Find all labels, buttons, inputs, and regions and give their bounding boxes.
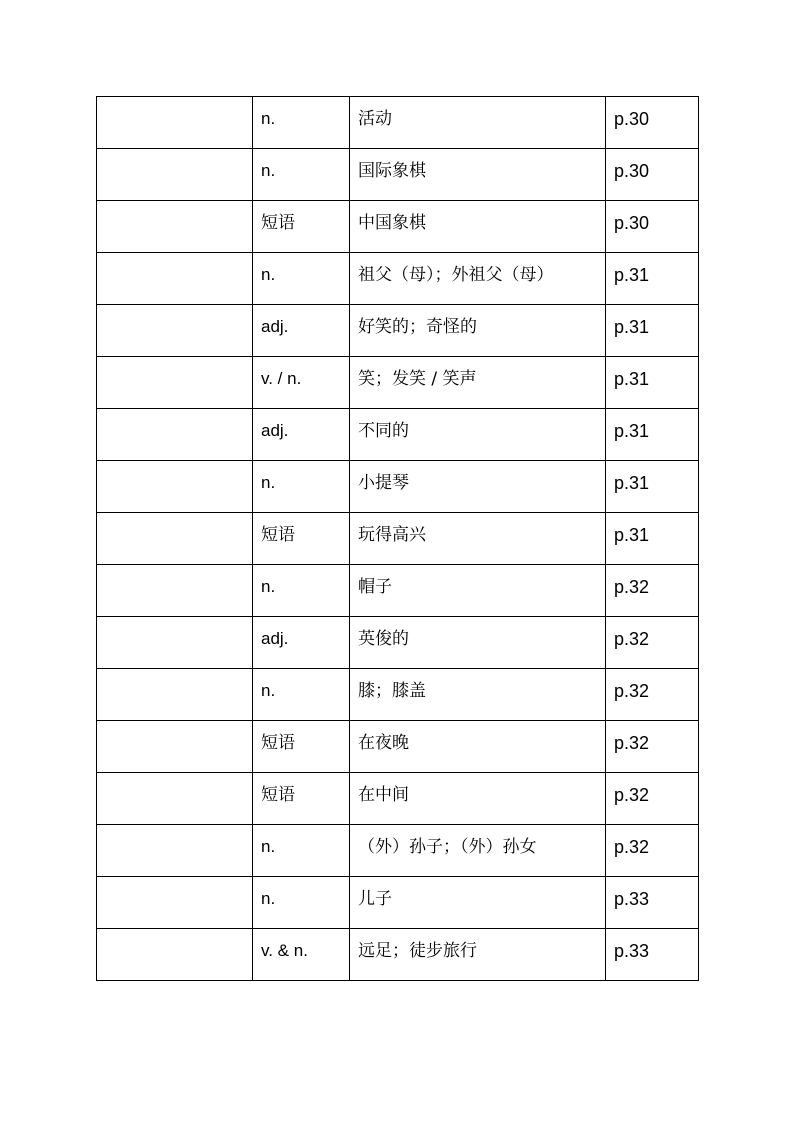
part-of-speech-cell: n. — [253, 565, 350, 617]
page-reference-cell: p.30 — [606, 149, 699, 201]
meaning-cell: 祖父（母）；外祖父（母） — [350, 253, 606, 305]
part-of-speech-cell: n. — [253, 461, 350, 513]
table-row — [97, 357, 699, 409]
table-row — [97, 97, 699, 149]
word-blank-cell[interactable] — [97, 201, 253, 253]
part-of-speech-cell: adj. — [253, 617, 350, 669]
word-blank-cell[interactable] — [97, 97, 253, 149]
word-blank-cell[interactable] — [97, 149, 253, 201]
meaning-cell: 不同的 — [350, 409, 606, 461]
word-blank-cell[interactable] — [97, 357, 253, 409]
word-blank-cell[interactable] — [97, 513, 253, 565]
table-row — [97, 565, 699, 617]
part-of-speech-cell: n. — [253, 149, 350, 201]
word-blank-cell[interactable] — [97, 721, 253, 773]
page-reference-cell: p.30 — [606, 201, 699, 253]
word-blank-cell[interactable] — [97, 773, 253, 825]
part-of-speech-cell: 短语 — [253, 513, 350, 565]
meaning-cell: 活动 — [350, 97, 606, 149]
word-blank-cell[interactable] — [97, 409, 253, 461]
table-row — [97, 305, 699, 357]
vocabulary-table — [96, 96, 699, 981]
meaning-cell: 远足；徒步旅行 — [350, 929, 606, 981]
page-reference-cell: p.32 — [606, 617, 699, 669]
part-of-speech-cell: adj. — [253, 409, 350, 461]
meaning-cell: 在夜晚 — [350, 721, 606, 773]
page-reference-cell: p.33 — [606, 929, 699, 981]
page-reference-cell: p.31 — [606, 409, 699, 461]
page-reference-cell: p.32 — [606, 669, 699, 721]
meaning-cell: 中国象棋 — [350, 201, 606, 253]
meaning-cell: 小提琴 — [350, 461, 606, 513]
meaning-cell: 笑；发笑 / 笑声 — [350, 357, 606, 409]
word-blank-cell[interactable] — [97, 617, 253, 669]
page-reference-cell: p.32 — [606, 721, 699, 773]
word-blank-cell[interactable] — [97, 929, 253, 981]
meaning-cell: 英俊的 — [350, 617, 606, 669]
part-of-speech-cell: n. — [253, 877, 350, 929]
meaning-cell: 儿子 — [350, 877, 606, 929]
page-reference-cell: p.32 — [606, 773, 699, 825]
part-of-speech-cell: adj. — [253, 305, 350, 357]
meaning-cell: 膝；膝盖 — [350, 669, 606, 721]
word-blank-cell[interactable] — [97, 565, 253, 617]
meaning-cell: 国际象棋 — [350, 149, 606, 201]
vocabulary-table-body — [97, 97, 699, 981]
table-row — [97, 773, 699, 825]
part-of-speech-cell: 短语 — [253, 773, 350, 825]
part-of-speech-cell: n. — [253, 97, 350, 149]
page-reference-cell: p.31 — [606, 357, 699, 409]
table-row — [97, 877, 699, 929]
table-row — [97, 201, 699, 253]
table-row — [97, 825, 699, 877]
part-of-speech-cell: n. — [253, 825, 350, 877]
page-reference-cell: p.32 — [606, 825, 699, 877]
part-of-speech-cell: n. — [253, 253, 350, 305]
page-reference-cell: p.31 — [606, 513, 699, 565]
table-row — [97, 617, 699, 669]
part-of-speech-cell: v. & n. — [253, 929, 350, 981]
word-blank-cell[interactable] — [97, 461, 253, 513]
table-row — [97, 149, 699, 201]
page-reference-cell: p.32 — [606, 565, 699, 617]
meaning-cell: 在中间 — [350, 773, 606, 825]
table-row — [97, 721, 699, 773]
word-blank-cell[interactable] — [97, 669, 253, 721]
page-reference-cell: p.31 — [606, 305, 699, 357]
table-row — [97, 461, 699, 513]
page-reference-cell: p.31 — [606, 461, 699, 513]
meaning-cell: 玩得高兴 — [350, 513, 606, 565]
part-of-speech-cell: 短语 — [253, 201, 350, 253]
table-row — [97, 253, 699, 305]
meaning-cell: 帽子 — [350, 565, 606, 617]
page-reference-cell: p.30 — [606, 97, 699, 149]
table-row — [97, 513, 699, 565]
word-blank-cell[interactable] — [97, 253, 253, 305]
table-row — [97, 409, 699, 461]
page-reference-cell: p.31 — [606, 253, 699, 305]
part-of-speech-cell: 短语 — [253, 721, 350, 773]
page-reference-cell: p.33 — [606, 877, 699, 929]
table-row — [97, 669, 699, 721]
part-of-speech-cell: v. / n. — [253, 357, 350, 409]
word-blank-cell[interactable] — [97, 877, 253, 929]
table-row — [97, 929, 699, 981]
part-of-speech-cell: n. — [253, 669, 350, 721]
meaning-cell: 好笑的；奇怪的 — [350, 305, 606, 357]
meaning-cell: （外）孙子；（外）孙女 — [350, 825, 606, 877]
word-blank-cell[interactable] — [97, 825, 253, 877]
word-blank-cell[interactable] — [97, 305, 253, 357]
